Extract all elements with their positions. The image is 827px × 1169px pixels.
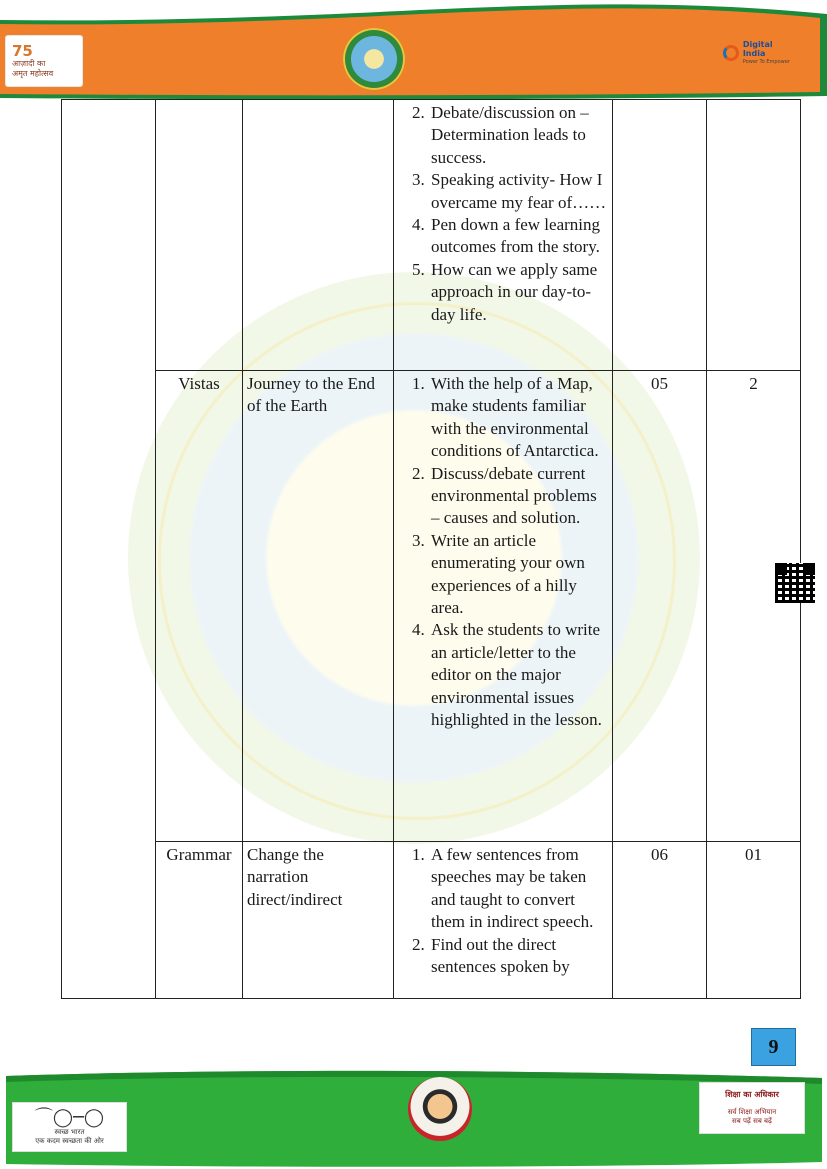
digital-india-name: Digital India [742,39,773,58]
activities-list [398,844,608,978]
activity-item: 2. Find out the direct sentences spoken by [429,934,608,979]
activity-item: 2. Debate/discussion on – Determination leads to success. [429,102,608,169]
lesson-cell [243,100,394,371]
header-band [0,0,827,106]
activity-item: 1. With the help of a Map, make students familiar with the environmental conditions of Antarctica. [429,373,608,463]
periods-cell: 05 [613,371,707,842]
shiksha-ka-adhikar-logo [699,1082,805,1134]
activity-item: 4. Ask the students to write an article/letter to the editor on the major environmental issues highlighted in the lesson. [429,619,608,731]
activity-item: 4. Pen down a few learning outcomes from the story. [429,214,608,259]
syllabus-table [61,99,801,999]
activity-item: 1. A few sentences from speeches may be taken and taught to convert them in indirect speech. [429,844,608,934]
activities-cell [394,100,613,371]
activities-cell [394,842,613,999]
page-header [0,0,827,106]
table-row [62,100,801,371]
swachh-bharat-tagline: एक कदम स्वच्छता की ओर [35,1137,104,1145]
lesson-cell: Change the narration direct/indirect [243,842,394,999]
periods-cell [613,100,707,371]
table-body [62,100,801,999]
table-row [62,842,801,999]
page-number: 9 [751,1028,796,1066]
digital-india-logo [723,38,797,68]
table-row [62,371,801,842]
periods-cell: 06 [613,842,707,999]
book-cell [156,100,243,371]
activity-item: 3. Write an article enumerating your own experiences of a hilly area. [429,530,608,620]
marks-cell: 01 [707,842,801,999]
activities-cell [394,371,613,842]
beti-bachao-emblem-icon [408,1077,472,1141]
activities-list [398,102,608,326]
azadi-ka-amrit-mahotsav-logo [6,36,82,86]
activity-item: 3. Speaking activity- How I overcame my fear of…… [429,169,608,214]
logo-line: अमृत महोत्सव [12,68,54,78]
shiksha-line: शिक्षा का अधिकार [725,1090,779,1099]
activities-list [398,373,608,732]
swachh-bharat-name: स्वच्छ भारत [54,1128,85,1136]
logo-line: आज़ादी का [12,58,46,68]
board-emblem-icon [343,28,405,90]
marks-cell: 2 [707,371,801,842]
shiksha-line: सर्व शिक्षा अभियान [727,1108,777,1116]
shiksha-line: सब पढ़ें सब बढ़ें [732,1117,772,1125]
activity-item: 5. How can we apply same approach in our day-to-day life. [429,259,608,326]
digital-india-tagline: Power To Empower [742,58,790,65]
lesson-cell: Journey to the End of the Earth [243,371,394,842]
month-cell [62,100,156,999]
glasses-icon: ⌒◯─◯ [34,1107,105,1128]
digital-india-icon [723,45,739,61]
book-cell: Vistas [156,371,243,842]
book-cell: Grammar [156,842,243,999]
activity-item: 2. Discuss/debate current environmental problems – causes and solution. [429,463,608,530]
marks-cell [707,100,801,371]
logo-number: 75 [12,41,33,60]
qr-code-icon[interactable] [775,563,815,603]
swachh-bharat-logo [12,1102,127,1152]
